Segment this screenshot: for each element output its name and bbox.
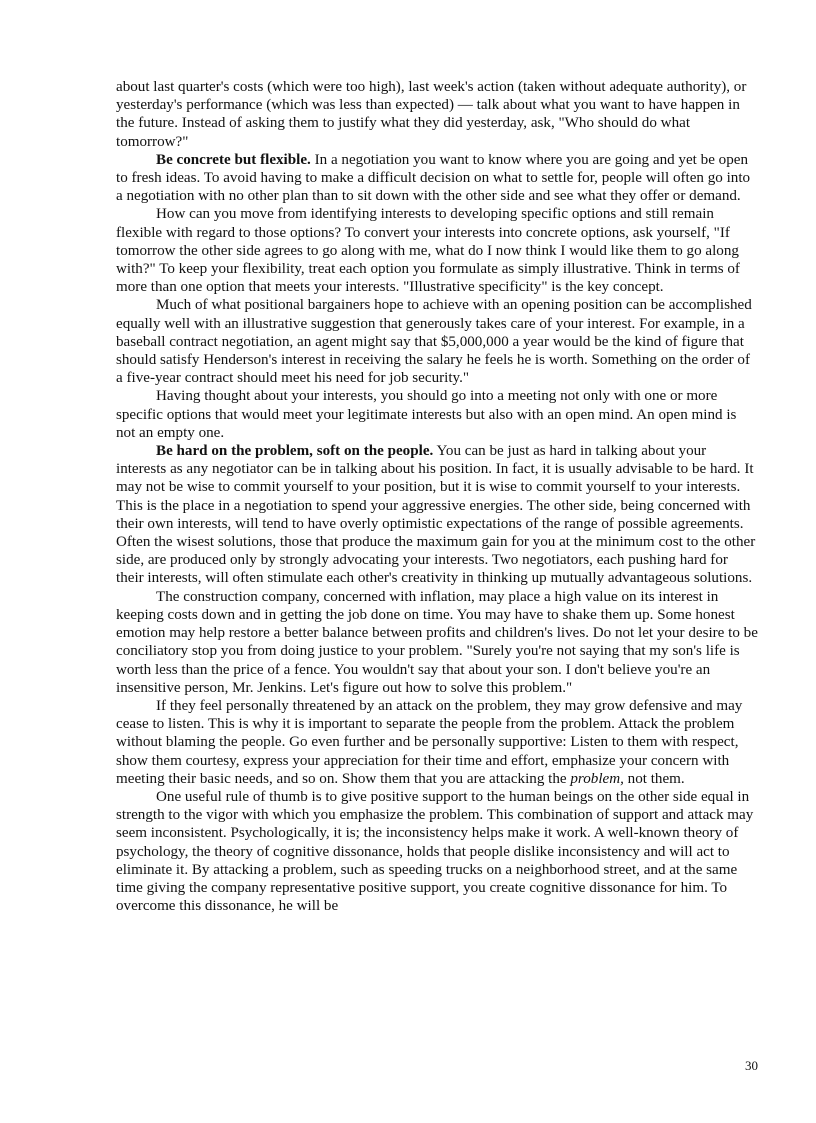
emphasis-problem: problem, [570, 770, 624, 787]
paragraph-6 [116, 442, 758, 588]
paragraph-5-text: Having thought about your interests, you should go into a meeting not only with one or more specific options that would meet your legitimate interests but also with an open mind. An open mind is not an empty one. [116, 388, 737, 441]
paragraph-4 [116, 296, 758, 387]
paragraph-8-text-a: If they feel personally threatened by an attack on the problem, they may grow defensive and may cease to listen. This is why it is important to separate the people from the problem. Attack the problem without blaming the people. Go even further and be personally supportive: Listen to them with respect, show them courtesy, express your appreciation for their time and effort, emphasize your concern with meeting their basic needs, and so on. Show them that you are attacking the [116, 697, 743, 787]
paragraph-6-text: You can be just as hard in talking about your interests as any negotiator can be in talking about his position. In fact, it is usually advisable to be hard. It may not be wise to commit yourself to your position, but it is wise to commit yourself to your interests. This is the place in a negotiation to spend your aggressive energies. The other side, being concerned with their own interests, will tend to have overly optimistic expectations of the range of possible agreements. Often the wisest solutions, those that produce the maximum gain for you at the minimum cost to the other side, are produced only by strongly advocating your interests. Two negotiators, each pushing hard for their interests, will often stimulate each other's creativity in thinking up mutually advantageous solutions. [116, 443, 756, 587]
paragraph-3-text: How can you move from identifying interests to developing specific options and still remain flexible with regard to those options? To convert your interests into concrete options, ask yourself, "If tomorrow the other side agrees to go along with me, what do I now think I would like them to go along with?" To keep your flexibility, treat each option you formulate as simply illustrative. Think in terms of more than one option that meets your interests. "Illustrative specificity" is the key concept. [116, 206, 740, 296]
paragraph-5 [116, 387, 758, 442]
heading-hard-on-problem: Be hard on the problem, soft on the people. [156, 443, 434, 460]
document-body [116, 78, 758, 915]
paragraph-4-text: Much of what positional bargainers hope to achieve with an opening position can be accomplished equally well with an illustrative suggestion that generously takes care of your interest. For example, in a baseball contract negotiation, an agent might say that $5,000,000 a year would be the kind of figure that should satisfy Henderson's interest in receiving the salary he feels he is worth. Something on the order of a five-year contract should meet his need for job security." [116, 297, 752, 387]
paragraph-2-text: In a negotiation you want to know where you are going and yet be open to fresh ideas. To avoid having to make a difficult decision on what to settle for, people will often go into a negotiation with no other plan than to sit down with the other side and see what they offer or demand. [116, 151, 751, 205]
heading-concrete-flexible: Be concrete but flexible. [156, 151, 311, 168]
paragraph-2 [116, 151, 758, 206]
paragraph-1-text: about last quarter's costs (which were too high), last week's action (taken without adequate authority), or yesterday's performance (which was less than expected) — talk about what you want to have happen in the future. Instead of asking them to justify what they did yesterday, ask, "Who should do what tomorrow?" [116, 79, 747, 150]
page-number: 30 [745, 1058, 758, 1073]
paragraph-8-text-b: not them. [623, 770, 685, 787]
paragraph-9 [116, 788, 758, 915]
paragraph-9-text: One useful rule of thumb is to give positive support to the human beings on the other side equal in strength to the vigor with which you emphasize the problem. This combination of support and attack may seem inconsistent. Psychologically, it is; the inconsistency helps make it work. A well-known theory of psychology, the theory of cognitive dissonance, holds that people dislike inconsistency and will act to eliminate it. By attacking a problem, such as speeding trucks on a neighborhood street, and at the same time giving the company representative positive support, you create cognitive dissonance for him. To overcome this dissonance, he will be [116, 788, 754, 915]
paragraph-1 [116, 78, 758, 151]
paragraph-8 [116, 697, 758, 788]
paragraph-7-text: The construction company, concerned with inflation, may place a high value on its interest in keeping costs down and in getting the job done on time. You may have to shake them up. Some honest emotion may help restore a better balance between profits and children's lives. Do not let your desire to be conciliatory stop you from doing justice to your problem. "Surely you're not saying that my son's life is worth less than the price of a fence. You wouldn't say that about your son. I don't believe you're an insensitive person, Mr. Jenkins. Let's figure out how to solve this problem." [116, 588, 758, 696]
paragraph-3 [116, 205, 758, 296]
paragraph-7 [116, 588, 758, 697]
